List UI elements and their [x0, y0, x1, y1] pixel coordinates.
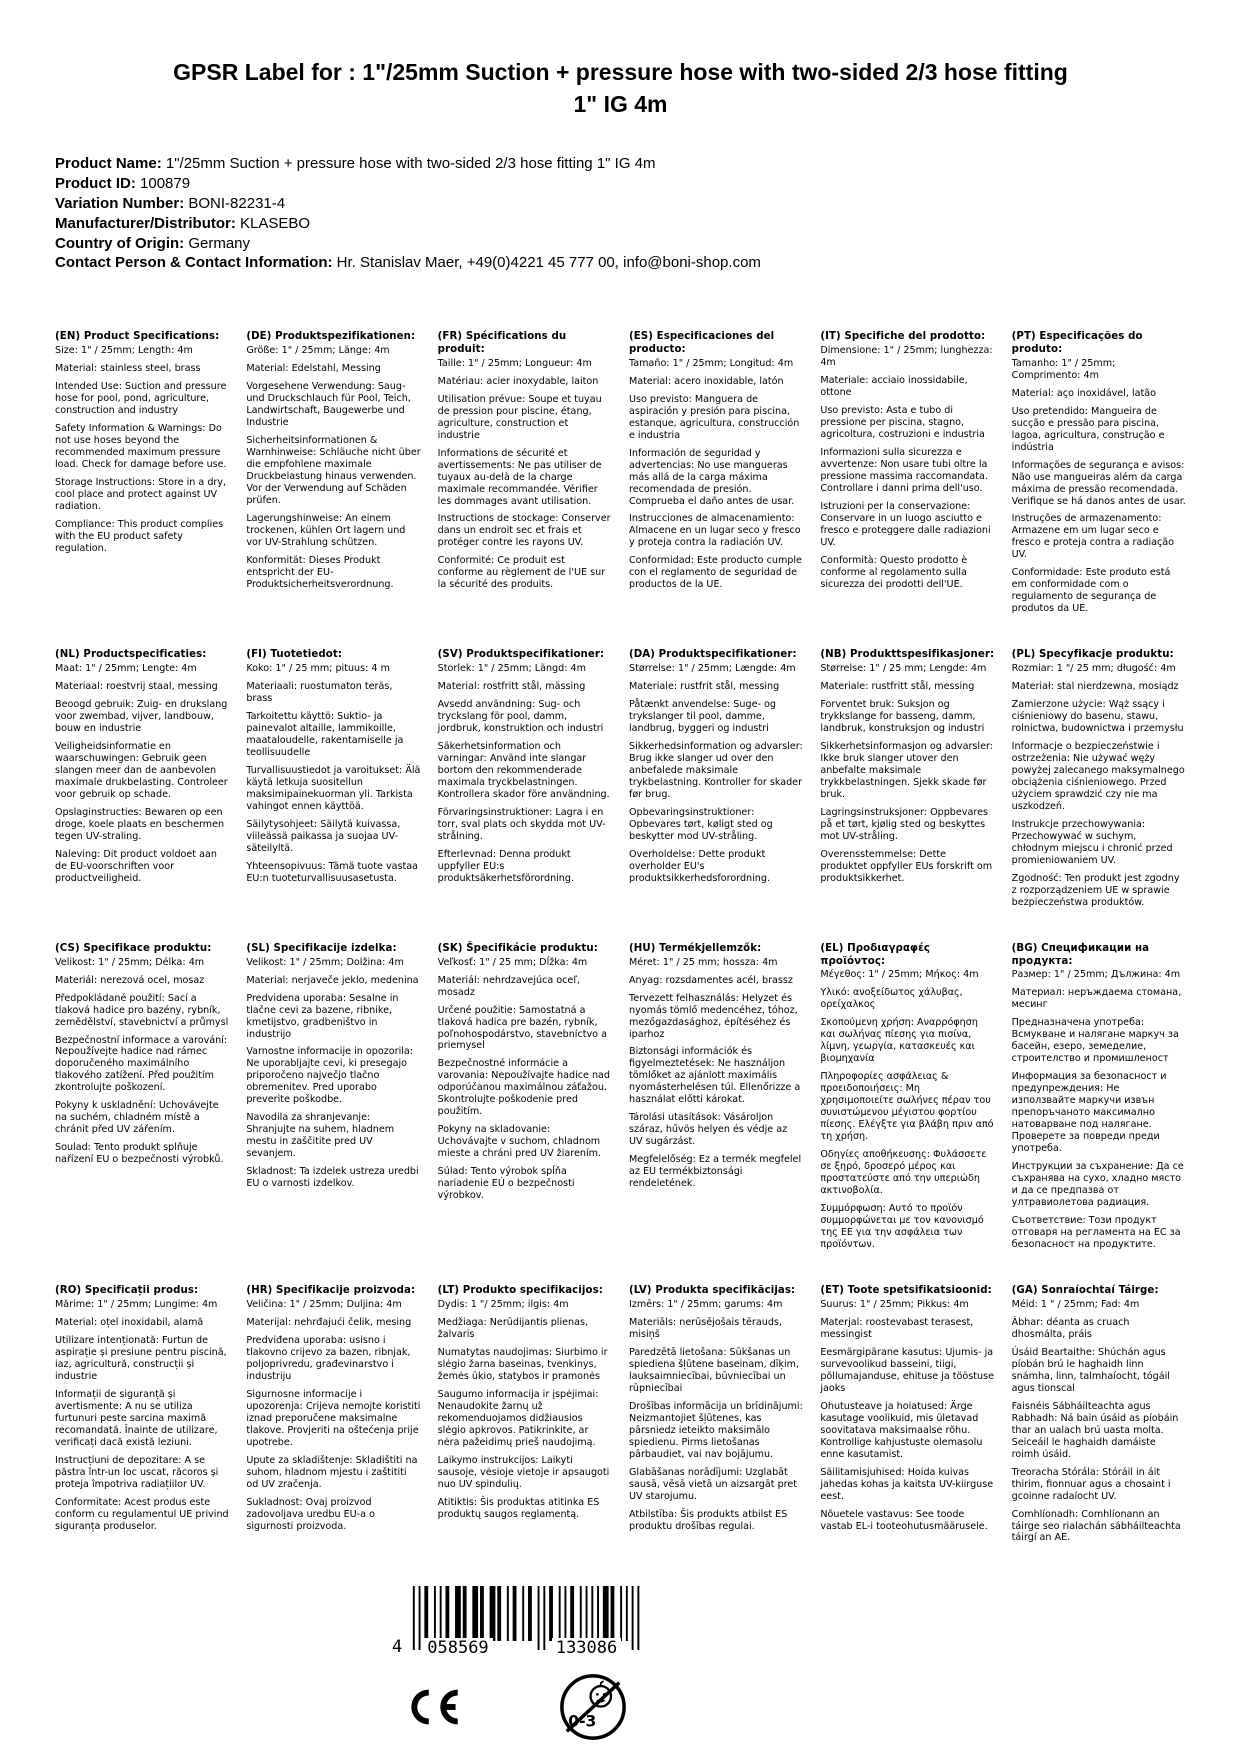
block-paragraph: Sikkerhedsinformation og advarsler: Brug ikke slanger ud over den anbefalede maksimale trykbelastning. Kontroller for skader før brug. [628, 741, 803, 800]
block-paragraphs [438, 358, 612, 592]
block-paragraph: Conformité: Ce produit est conforme au règlement de l'UE sur la sécurité des produits. [437, 555, 606, 591]
block-paragraph: Ohutusteave ja hoiatused: Ärge kasutage voolikuid, mis ületavad soovitatava maksimaalse rõhu. Kontrollige kahjustuste olemasolu enne kasutamist. [820, 1400, 983, 1460]
block-paragraph: Instrukcje przechowywania: Przechowywać w suchym, chłodnym miejscu i chronić przed promieniowaniem UV. [1011, 818, 1173, 866]
block-paragraph: Atbilstība: Šis produkts atbilst ES produktu drošības regulai. [628, 1508, 788, 1532]
block-paragraph: Atitiktis: Šis produktas atitinka ES produktų saugos reglamentą. [437, 1496, 600, 1520]
block-paragraph: Utilizare intenționată: Furtun de aspirație și presiune pentru piscină, iaz, agricultură, construcții și industrie [55, 1334, 227, 1382]
block-paragraphs [629, 957, 803, 1191]
block-paragraph: Πληροφορίες ασφάλειας & προειδοποιήσεις: Μη χρησιμοποιείτε σωλήνες πέραν του συνιστώμενου μέγιστου φορτίου πίεσης. Ελέγξτε για βλάβη πριν από τη χρήση. [820, 1071, 994, 1143]
info-value: Hr. Stanislav Maer, +49(0)4221 45 777 00, info@boni-shop.com [332, 254, 761, 272]
block-paragraph: Intended Use: Suction and pressure hose for pool, pond, agriculture, construction and industry [55, 380, 227, 416]
block-heading: (PL) Specyfikacje produktu: [1011, 649, 1174, 661]
block-paragraph: Material: oțel inoxidabil, alamă [55, 1316, 204, 1328]
block-paragraph: Размер: 1" / 25mm; Дължина: 4m [1011, 969, 1181, 981]
block-paragraph: Upute za skladištenje: Skladištiti na suhom, hladnom mjestu i zaštititi od UV zračenja. [246, 1454, 418, 1490]
block-heading: (PT) Especificações do produto: [1011, 331, 1143, 355]
block-paragraph: Größe: 1" / 25mm; Länge: 4m [246, 344, 390, 356]
block-paragraph: Veiligheidsinformatie en waarschuwingen: Gebruik geen slangen meer dan de aanbevolen maximale drukbelasting. Controleer voor gebruik op schade. [55, 741, 228, 800]
block-paragraph: Treoracha Stórála: Stóráil in áit thirim, fionnuar agus a chosaint i gcoinne radaíocht UV. [1011, 1466, 1171, 1502]
language-block [820, 331, 994, 596]
language-block [55, 649, 229, 891]
block-paragraph: Dydis: 1 "/ 25mm; ilgis: 4m [437, 1298, 569, 1310]
block-paragraph: Súlad: Tento výrobok spĺňa nariadenie EÚ o bezpečnosti výrobkov. [437, 1166, 575, 1202]
block-paragraph: Materiál: nehrdzavejúca oceľ, mosadz [437, 974, 580, 998]
block-heading: (SV) Produktspecifikationer: [437, 649, 605, 661]
block-paragraph: Naleving: Dit product voldoet aan de EU-voorschriften voor productveiligheid. [55, 848, 217, 884]
barcode-digits [409, 1638, 647, 1658]
block-paragraph: Materiał: stal nierdzewna, mosiądz [1011, 681, 1179, 693]
block-heading: (SK) Špecifikácie produktu: [437, 942, 598, 954]
block-heading: (HR) Specifikacije proizvoda: [246, 1285, 416, 1296]
language-block [246, 649, 420, 891]
block-paragraph: Material: Edelstahl, Messing [246, 362, 381, 374]
block-paragraphs [438, 1299, 612, 1521]
block-paragraph: Anyag: rozsdamentes acél, brassz [628, 974, 793, 986]
block-paragraph: Veličina: 1" / 25mm; Duljina: 4m [246, 1298, 402, 1310]
barcode-digits-group2: 133086 [552, 1638, 621, 1658]
block-paragraph: Pokyny na skladovanie: Uchovávajte v suchom, chladnom mieste a chráni pred UV žiarením. [437, 1124, 602, 1160]
block-paragraph: Soulad: Tento produkt splňuje nařízení EU o bezpečnosti výrobků. [55, 1142, 224, 1166]
block-paragraph: Konformität: Dieses Produkt entspricht der EU-Produktsicherheitsverordnung. [246, 554, 394, 590]
block-paragraph: Instrucciones de almacenamiento: Almacene en un lugar seco y fresco y proteja contra la radiación UV. [628, 513, 801, 549]
block-paragraph: Avsedd användning: Sug- och tryckslang för pool, damm, jordbruk, konstruktion och industri [437, 699, 604, 735]
block-paragraph: Sukladnost: Ovaj proizvod zadovoljava uredbu EU-a o sigurnosti proizvoda. [246, 1496, 375, 1532]
block-paragraph: Säilytysohjeet: Säilytä kuivassa, viileässä paikassa ja suojaa UV-säteilyltä. [246, 818, 401, 854]
block-paragraph: Istruzioni per la conservazione: Conservare in un luogo asciutto e fresco e proteggere dalle radiazioni UV. [820, 500, 991, 548]
barcode-section [392, 1586, 647, 1742]
block-paragraph: Informations de sécurité et avertissements: Ne pas utiliser de tuyaux au-delà de la charge maximale recommandée. Vérifier les dommages avant utilisation. [437, 447, 602, 507]
block-paragraph: Storage Instructions: Store in a dry, cool place and protect against UV radiation. [55, 476, 227, 512]
language-block [246, 331, 420, 596]
block-paragraph: Matériau: acier inoxydable, laiton [437, 375, 599, 387]
block-paragraph: Varnostne informacije in opozorila: Ne uporabljajte cevi, ki presegajo priporočeno največjo tlačno obremenitev. Pred uporabo preverite poškodbe. [246, 1046, 414, 1106]
block-paragraph: Υλικό: ανοξείδωτος χάλυβας, ορείχαλκος [820, 987, 963, 1011]
language-block [629, 649, 803, 891]
block-heading: (NB) Produkttspesifikasjoner: [820, 649, 995, 661]
block-paragraph: Úsáid Beartaithe: Shúchán agus píobán brú le haghaidh linn snámha, linn, talmhaíocht, tógáil agus tionscal [1011, 1346, 1170, 1394]
block-paragraph: Informații de siguranță și avertismente: A nu se utiliza furtunuri peste sarcina maximă recomandată. Înainte de utilizare, verificați dacă există leziuni. [55, 1388, 218, 1448]
block-paragraph: Materjal: roostevabast terasest, messingist [820, 1316, 974, 1340]
block-paragraph: Forventet bruk: Suksjon og trykkslange for basseng, damm, landbruk, konstruksjon og industri [820, 699, 985, 735]
block-paragraph: Инструкции за съхранение: Да се съхранява на сухо, хладно място и да се предпазва от ултравиолетова радиация. [1011, 1161, 1184, 1209]
age-warning-icon [558, 1672, 628, 1742]
block-paragraphs [820, 1299, 994, 1533]
block-paragraph: Instrucțiuni de depozitare: A se păstra într-un loc uscat, răcoros și proteja împotriva radiațiilor UV. [55, 1454, 219, 1490]
block-paragraph: Material: stainless steel, brass [55, 362, 201, 374]
block-paragraph: Materijal: nehrđajući čelik, mesing [246, 1316, 412, 1328]
block-paragraph: Overholdelse: Dette produkt overholder EU's produktsikkerhedsforordning. [628, 848, 771, 884]
block-paragraph: Størrelse: 1" / 25 mm; Lengde: 4m [820, 663, 987, 675]
block-paragraphs [1012, 358, 1186, 616]
block-paragraphs [246, 663, 420, 885]
block-paragraph: Určené použitie: Samostatná a tlaková hadica pre bazén, rybník, poľnohospodárstvo, stavebníctvo a priemysel [437, 1004, 607, 1052]
block-paragraph: Taille: 1" / 25mm; Longueur: 4m [437, 357, 592, 369]
block-paragraph: Μέγεθος: 1" / 25mm; Μήκος: 4m [820, 969, 979, 981]
block-paragraph: Οδηγίες αποθήκευσης: Φυλάσσετε σε ξηρό, δροσερό μέρος και προστατεύστε από την υπεριώδη ακτινοβολία. [820, 1149, 987, 1197]
block-paragraph: Beoogd gebruik: Zuig- en drukslang voor zwembad, vijver, landbouw, bouw en industrie [55, 699, 228, 735]
language-block [1012, 1285, 1186, 1550]
block-heading: (ES) Especificaciones del producto: [628, 331, 775, 355]
block-heading: (HU) Termékjellemzők: [628, 942, 762, 954]
block-heading: (CS) Specifikace produktu: [55, 942, 212, 954]
block-heading: (LV) Produkta specifikācijas: [628, 1285, 796, 1296]
language-block [438, 1285, 612, 1527]
block-paragraph: Lagringsinstruksjoner: Oppbevares på et tørt, kjølig sted og beskyttes mot UV-stråling. [820, 806, 988, 842]
block-paragraph: Eesmärgipärane kasutus: Ujumis- ja survevoolikud basseini, tiigi, põllumajanduse, ehituse ja tööstuse jaoks [820, 1346, 994, 1394]
block-paragraph: Pokyny k uskladnění: Uchovávejte na suchém, chladném místě a chránit před UV zářením. [55, 1100, 219, 1136]
block-paragraphs [246, 1299, 420, 1533]
info-value: 100879 [135, 175, 191, 193]
block-paragraph: Sikkerhetsinformasjon og advarsler: Ikke bruk slanger utover den anbefalte maksimale trykkbelastningen. Sjekk skade før bruk. [820, 741, 993, 800]
age-warning-label: 0-3 [568, 1712, 597, 1731]
block-paragraphs [438, 663, 612, 885]
block-paragraph: Glabāšanas norādījumi: Uzglabāt sausā, vēsā vietā un aizsargāt pret UV starojumu. [628, 1466, 798, 1502]
block-paragraphs [1012, 969, 1186, 1251]
block-paragraph: Overensstemmelse: Dette produktet oppfyller EUs forskrift om produktsikkerhet. [820, 848, 993, 884]
block-paragraph: Rozmiar: 1 "/ 25 mm; długość: 4m [1011, 663, 1176, 675]
block-heading: (LT) Produkto specifikacijos: [437, 1285, 603, 1296]
block-paragraph: Koko: 1" / 25 mm; pituus: 4 m [246, 663, 390, 675]
block-paragraph: Drošības informācija un brīdinājumi: Neizmantojiet šļūtenes, kas pārsniedz ieteikto maksimālo spiedienu. Pirms lietošanas pārbaudiet, vai nav bojājumu. [628, 1400, 803, 1460]
block-heading: (DE) Produktspezifikationen: [246, 331, 416, 343]
product-info-row [55, 234, 1186, 254]
language-block [55, 331, 229, 561]
block-paragraph: Förvaringsinstruktioner: Lagra i en torr, sval plats och skydda mot UV-strålning. [437, 806, 606, 842]
product-info-row [55, 174, 1186, 194]
block-paragraph: Säilitamisjuhised: Hoida kuivas jahedas kohas ja kaitsta UV-kiirguse eest. [820, 1466, 994, 1502]
info-value: BONI-82231-4 [184, 194, 286, 212]
block-paragraph: Съответствие: Този продукт отговаря на регламента на ЕС за безопасност на продуктите. [1011, 1215, 1181, 1251]
block-heading: (RO) Specificații produs: [55, 1285, 199, 1296]
block-paragraph: Materiál: nerezová ocel, mosaz [55, 974, 205, 986]
info-label: Product Name: [55, 155, 162, 173]
block-paragraphs [55, 1299, 229, 1533]
block-paragraph: Opslaginstructies: Bewaren op een droge, koele plaats en beschermen tegen UV-straling. [55, 806, 225, 842]
block-paragraph: Информация за безопасност и предупреждения: Не използвайте маркучи извън препоръчаното максимално натоварване под налягане. Проверете за повреди преди употреба. [1011, 1071, 1167, 1155]
block-paragraph: Velikost: 1" / 25mm; Délka: 4m [55, 956, 205, 968]
block-paragraph: Predvidena uporaba: Sesalne in tlačne cevi za bazene, ribnike, kmetijstvo, gradbeništvo in industrijo [246, 992, 399, 1040]
block-heading: (NL) Productspecificaties: [55, 649, 207, 661]
block-paragraph: Σκοπούμενη χρήση: Αναρρόφηση και σωλήνας πίεσης για πισίνα, λίμνη, γεωργία, κατασκευές και βιομηχανία [820, 1017, 978, 1065]
block-paragraph: Conformità: Questo prodotto è conforme al regolamento sulla sicurezza dei prodotti dell'UE. [820, 554, 968, 590]
product-info-row [55, 154, 1186, 174]
block-paragraph: Påtænkt anvendelse: Suge- og trykslanger til pool, damme, landbrug, byggeri og industri [628, 699, 776, 735]
block-paragraph: Compliance: This product complies with the EU product safety regulation. [55, 518, 224, 554]
block-paragraph: Uso previsto: Manguera de aspiración y presión para piscina, estanque, agricultura, construcción e industria [628, 393, 800, 441]
block-heading: (GA) Sonraíochtaí Táirge: [1011, 1285, 1159, 1296]
block-heading: (EL) Προδιαγραφές προϊόντος: [820, 942, 931, 967]
block-paragraphs [438, 957, 612, 1203]
language-block [438, 649, 612, 891]
block-paragraph: Biztonsági információk és figyelmeztetések: Ne használjon tömlőket az ajánlott maximális nyomásterhelésen túl. Ellenőrizze a használat előtti károkat. [628, 1046, 801, 1106]
block-paragraph: Conformidade: Este produto está em conformidade com o regulamento de segurança de produtos da UE. [1011, 567, 1171, 615]
block-paragraph: Izmērs: 1" / 25mm; garums: 4m [628, 1298, 783, 1310]
block-paragraphs [629, 663, 803, 885]
block-paragraph: Zamierzone użycie: Wąż ssący i ciśnieniowy do basenu, stawu, rolnictwa, budownictwa i przemysłu [1011, 699, 1184, 735]
block-paragraph: Size: 1" / 25mm; Length: 4m [55, 344, 193, 356]
language-block [629, 943, 803, 1196]
language-block [1012, 331, 1186, 621]
language-block [629, 331, 803, 597]
block-paragraph: Uso pretendido: Mangueira de sucção e pressão para piscina, lagoa, agricultura, construção e indústria [1011, 405, 1165, 453]
language-block [820, 943, 994, 1257]
block-paragraphs [246, 345, 420, 591]
block-paragraph: Предназначена употреба: Всмукване и налягане маркуч за басейн, езеро, земеделие, строителство и промишленост [1011, 1017, 1179, 1065]
info-value: Germany [184, 234, 251, 252]
block-paragraph: Saugumo informacija ir įspėjimai: Nenaudokite žarnų už rekomenduojamos didžiausios slėgio apkrovos. Patikrinkite, ar nėra pažeidimų prieš naudojimą. [437, 1388, 599, 1448]
product-info-row [55, 253, 1186, 273]
block-paragraphs [1012, 663, 1186, 909]
block-paragraph: Navodila za shranjevanje: Shranjujte na suhem, hladnem mestu in zaščitite pred UV sevanjem. [246, 1112, 395, 1160]
block-paragraph: Utilisation prévue: Soupe et tuyau de pression pour piscine, étang, agriculture, construction et industrie [437, 393, 602, 441]
block-paragraph: Suurus: 1" / 25mm; Pikkus: 4m [820, 1298, 969, 1310]
compliance-marks [402, 1672, 647, 1742]
block-paragraph: Materiale: rustfritt stål, messing [820, 681, 975, 693]
block-paragraph: Paredzētā lietošana: Sūkšanas un spiediena šļūtene baseinam, dīķim, lauksaimniecībai, būvniecībai un rūpniecībai [628, 1346, 800, 1394]
info-label: Country of Origin: [55, 234, 185, 252]
block-paragraph: Instruções de armazenamento: Armazene em um lugar seco e fresco e proteja contra a radiação UV. [1011, 513, 1175, 561]
info-label: Product ID: [55, 175, 136, 193]
block-paragraphs [55, 663, 229, 885]
block-paragraph: Yhteensopivuus: Tämä tuote vastaa EU:n tuoteturvallisuusasetusta. [246, 860, 419, 884]
block-paragraph: Predviđena uporaba: usisno i tlakovno crijevo za bazen, ribnjak, poljoprivredu, građevinarstvo i industriju [246, 1334, 411, 1382]
language-block [1012, 943, 1186, 1257]
block-paragraph: Materiaal: roestvrij staal, messing [55, 681, 218, 693]
block-paragraph: Veľkosť: 1" / 25 mm; Dĺžka: 4m [437, 956, 588, 968]
block-paragraph: Laikymo instrukcijos: Laikyti sausoje, vėsioje vietoje ir apsaugoti nuo UV spindulių. [437, 1454, 610, 1490]
block-paragraph: Maat: 1" / 25mm; Lengte: 4m [55, 663, 197, 675]
block-paragraphs [1012, 1299, 1186, 1545]
block-heading: (FR) Spécifications du produit: [437, 331, 567, 355]
product-info [55, 154, 1186, 273]
block-paragraph: Instructions de stockage: Conserver dans un endroit sec et frais et protéger contre les rayons UV. [437, 513, 611, 549]
block-paragraph: Storlek: 1" / 25mm; Längd: 4m [437, 663, 586, 675]
block-paragraphs [820, 663, 994, 885]
language-block [820, 1285, 994, 1538]
block-paragraph: Efterlevnad: Denna produkt uppfyller EU:s produktsäkerhetsförordning. [437, 848, 575, 884]
block-heading: (IT) Specifiche del prodotto: [820, 331, 986, 343]
block-paragraph: Uso previsto: Asta e tubo di pressione per piscina, stagno, agricoltura, costruzioni e industria [820, 404, 985, 440]
block-paragraph: Sicherheitsinformationen & Warnhinweise: Schläuche nicht über die empfohlene maximale Druckbelastung hinaus verwenden. Vor der Verwendung auf Schäden prüfen. [246, 434, 421, 506]
block-paragraph: Συμμόρφωση: Αυτό το προϊόν συμμορφώνεται με τον κανονισμό της ΕΕ για την ασφάλεια των προϊόντων. [820, 1203, 984, 1251]
block-paragraphs [246, 957, 420, 1191]
block-heading: (DA) Produktspecifikationer: [628, 649, 797, 661]
block-paragraph: Materiale: rustfrit stål, messing [628, 681, 780, 693]
language-block [438, 331, 612, 597]
block-paragraph: Información de seguridad y advertencias: No use mangueras más allá de la carga máxima recomendada de presión. Comprueba el daño antes de usar. [628, 447, 795, 507]
block-paragraph: Informacje o bezpieczeństwie i ostrzeżenia: Nie używać węży powyżej zalecanego maksymalnego obciążenia ciśnieniowego. Przed użyciem sprawdzić czy nie ma uszkodzeń. [1011, 741, 1185, 812]
ce-mark-icon [402, 1685, 462, 1729]
language-grid [55, 331, 1186, 1550]
block-paragraph: Dimensione: 1" / 25mm; lunghezza: 4m [820, 344, 993, 368]
block-paragraph: Lagerungshinweise: An einem trockenen, kühlen Ort lagern und vor UV-Strahlung schützen. [246, 512, 406, 548]
info-value: KLASEBO [235, 214, 311, 232]
block-paragraph: Tamaño: 1" / 25mm; Longitud: 4m [628, 357, 794, 369]
block-paragraph: Tamanho: 1" / 25mm; Comprimento: 4m [1011, 357, 1116, 381]
block-paragraph: Materiaali: ruostumaton teräs, brass [246, 681, 393, 705]
block-paragraphs [629, 1299, 803, 1533]
info-value: 1"/25mm Suction + pressure hose with two-sided 2/3 hose fitting 1" IG 4m [161, 155, 656, 173]
language-block [629, 1285, 803, 1538]
block-paragraph: Medžiaga: Nerūdijantis plienas, žalvaris [437, 1316, 589, 1340]
block-paragraph: Material: acero inoxidable, latón [628, 375, 784, 387]
block-paragraph: Safety Information & Warnings: Do not use hoses beyond the recommended maximum pressure load. Check for damage before use. [55, 422, 227, 470]
block-paragraph: Ábhar: déanta as cruach dhosmálta, práis [1011, 1316, 1130, 1340]
block-paragraph: Materiāls: nerūsējošais tērauds, misiņš [628, 1316, 782, 1340]
info-label: Variation Number: [55, 194, 185, 212]
language-block [246, 943, 420, 1196]
language-block [246, 1285, 420, 1538]
block-paragraph: Megfelelőség: Ez a termék megfelel az EU termékbiztonsági rendeletének. [628, 1154, 802, 1190]
block-paragraph: Méid: 1 " / 25mm; Fad: 4m [1011, 1298, 1140, 1310]
block-paragraph: Numatytas naudojimas: Siurbimo ir slėgio žarna baseinas, tvenkinys, žemės ūkio, statybos ir pramonės [437, 1346, 608, 1382]
barcode-prefix-digit: 4 [392, 1637, 403, 1657]
block-paragraph: Opbevaringsinstruktioner: Opbevares tørt, køligt sted og beskytter mod UV-stråling. [628, 806, 773, 842]
page-title: GPSR Label for : 1"/25mm Suction + pressure hose with two-sided 2/3 hose fitting 1" IG 4m [173, 59, 1068, 118]
barcode [392, 1586, 647, 1658]
block-paragraph: Tarkoitettu käyttö: Suktio- ja painevalot altaille, lammikoille, maataloudelle, rakentamiselle ja teollisuudelle [246, 711, 404, 759]
block-paragraph: Tervezett felhasználás: Helyzet és nyomás tömlő medencéhez, tóhoz, mezőgazdasághoz, építéséhez és iparhoz [628, 992, 798, 1040]
block-paragraph: Størrelse: 1" / 25mm; Længde: 4m [628, 663, 796, 675]
block-paragraph: Material: rostfritt stål, mässing [437, 681, 586, 693]
block-paragraph: Vorgesehene Verwendung: Saug- und Druckschlauch für Pool, Teich, Landwirtschaft, Baugewerbe und Industrie [246, 380, 411, 428]
block-paragraph: Informações de segurança e avisos: Não use mangueiras além da carga máxima de pressão recomendada. Verifique se há danos antes de usar. [1011, 459, 1186, 507]
block-paragraph: Velikost: 1" / 25mm; Dolžina: 4m [246, 956, 404, 968]
product-info-row [55, 194, 1186, 214]
block-paragraph: Sigurnosne informacije i upozorenja: Crijeva nemojte koristiti iznad preporučene maksimalne tlakove. Provjeriti na oštećenja prije upotrebe. [246, 1388, 421, 1448]
block-paragraphs [820, 345, 994, 591]
block-paragraph: Materiale: acciaio inossidabile, ottone [820, 374, 968, 398]
block-paragraphs [629, 358, 803, 592]
block-paragraph: Skladnost: Ta izdelek ustreza uredbi EU o varnosti izdelkov. [246, 1166, 419, 1190]
block-paragraph: Säkerhetsinformation och varningar: Använd inte slangar bortom den rekommenderade maximala tryckbelastningen. Kontrollera skador före användning. [437, 741, 610, 800]
block-heading: (SL) Specifikacije izdelka: [246, 942, 397, 954]
block-heading: (ET) Toote spetsifikatsioonid: [820, 1285, 992, 1296]
block-paragraph: Conformitate: Acest produs este conform cu regulamentul UE privind siguranța produselor. [55, 1496, 229, 1532]
block-paragraph: Bezpečnostní informace a varování: Nepoužívejte hadice nad rámec doporučeného maximálního tlakového zatížení. Před použitím zkontrolujte poškození. [55, 1034, 228, 1094]
language-block [820, 649, 994, 891]
block-paragraph: Turvallisuustiedot ja varoitukset: Älä käytä letkuja suositellun maksimipainekuorman yli. Tarkista vahingot ennen käyttöä. [246, 765, 421, 812]
info-label: Contact Person & Contact Information: [55, 254, 333, 272]
block-paragraph: Faisnéis Sábháilteachta agus Rabhadh: Ná bain úsáid as píobáin thar an ualach brú uasta molta. Seiceáil le haghaidh damáiste roimh úsáid. [1011, 1400, 1179, 1460]
block-paragraph: Předpokládané použití: Sací a tlaková hadice pro bazény, rybník, zemědělství, stavebnictví a průmysl [55, 992, 229, 1028]
language-block [55, 943, 229, 1173]
block-paragraphs [55, 957, 229, 1167]
block-paragraph: Méret: 1" / 25 mm; hossza: 4m [628, 956, 778, 968]
block-paragraph: Comhlíonadh: Comhlíonann an táirge seo rialachán sábháilteachta táirgí an AE. [1011, 1508, 1181, 1544]
block-heading: (FI) Tuotetiedot: [246, 649, 343, 661]
block-paragraph: Material: aço inoxidável, latão [1011, 387, 1157, 399]
block-paragraphs [820, 969, 994, 1251]
block-paragraphs [55, 345, 229, 555]
language-block [438, 943, 612, 1208]
block-paragraph: Bezpečnostné informácie a varovania: Nepoužívajte hadice nad odporúčanou maximálnou záťažou. Skontrolujte poškodenie pred použitím. [437, 1058, 611, 1118]
block-paragraph: Mărime: 1" / 25mm; Lungime: 4m [55, 1298, 218, 1310]
language-block [1012, 649, 1186, 914]
barcode-digits-group1: 058569 [423, 1638, 492, 1658]
block-paragraph: Material: nerjaveče jeklo, medenina [246, 974, 419, 986]
block-heading: (EN) Product Specifications: [55, 331, 220, 343]
block-paragraph: Tárolási utasítások: Vásároljon száraz, hűvös helyen és védje az UV sugárzást. [628, 1112, 788, 1148]
block-paragraph: Informazioni sulla sicurezza e avvertenze: Non usare tubi oltre la pressione massima raccomandata. Controllare i danni prima dell'uso. [820, 446, 988, 494]
block-paragraph: Nõuetele vastavus: See toode vastab EL-i tooteohutusmäärusele. [820, 1508, 988, 1532]
block-paragraph: Zgodność: Ten produkt jest zgodny z rozporządzeniem UE w sprawie bezpieczeństwa produktów. [1011, 872, 1180, 908]
block-paragraph: Conformidad: Este producto cumple con el reglamento de seguridad de productos de la UE. [628, 555, 802, 591]
language-block [55, 1285, 229, 1538]
info-label: Manufacturer/Distributor: [55, 214, 236, 232]
block-heading: (BG) Спецификации на продукта: [1011, 942, 1150, 967]
product-info-row [55, 214, 1186, 234]
block-paragraph: Материал: неръждаема стомана, месинг [1011, 987, 1182, 1011]
